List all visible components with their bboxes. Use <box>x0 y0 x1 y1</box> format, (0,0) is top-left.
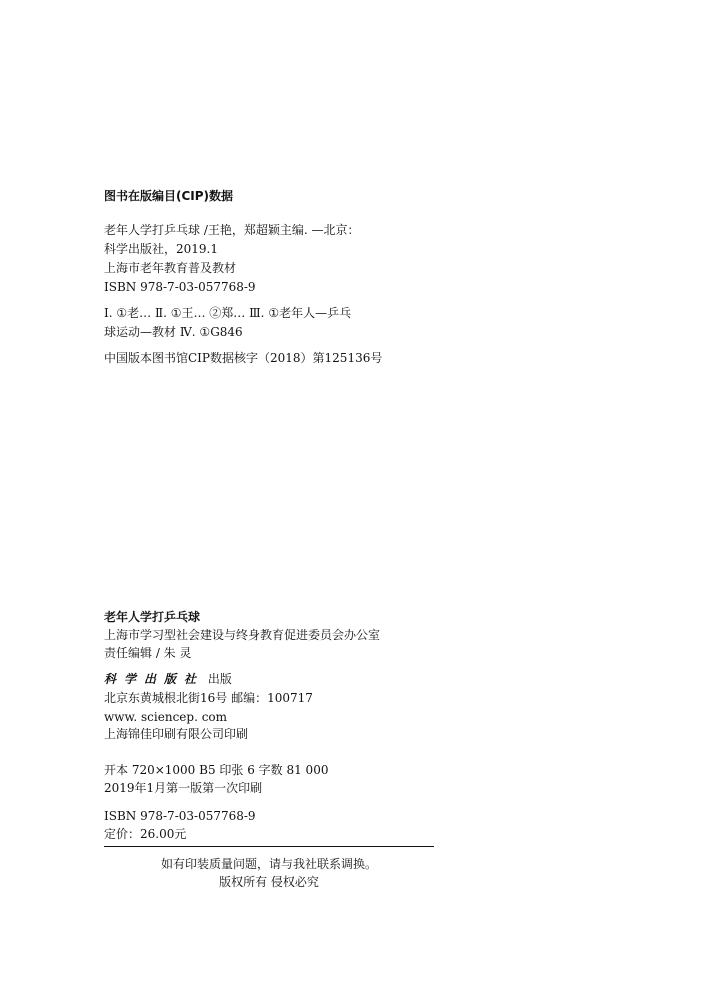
publisher-logo: 科学出版社 <box>104 672 205 686</box>
cip-line-2: 科学出版社，2019.1 <box>104 242 218 256</box>
publisher-address: 北京东黄城根北街16号 邮编：100717 <box>104 691 313 705</box>
cip-line-1: 老年人学打乒乓球 /王艳，郑超颖主编. —北京： <box>104 223 360 237</box>
quality-notice: 如有印装质量问题，请与我社联系调换。 <box>160 857 377 871</box>
cip-heading: 图书在版编目(CIP)数据 <box>104 189 234 203</box>
printer-name: 上海锦佳印刷有限公司印刷 <box>104 727 249 741</box>
copyright-notice: 版权所有 侵权必究 <box>219 875 319 889</box>
cip-line-4: ISBN 978-7-03-057768-9 <box>104 280 256 294</box>
format-edition: 2019年1月第一版第一次印刷 <box>104 781 263 795</box>
divider-rule <box>104 846 434 847</box>
isbn: ISBN 978-7-03-057768-9 <box>104 809 256 823</box>
cip-line-6: 球运动—教材 Ⅳ. ①G846 <box>104 325 243 339</box>
publisher-website: www. sciencep. com <box>104 710 228 724</box>
publisher-suffix: 出版 <box>207 672 232 686</box>
cip-line-3: 上海市老年教育普及教材 <box>104 261 237 275</box>
price: 定价：26.00元 <box>104 827 187 841</box>
book-title: 老年人学打乒乓球 <box>104 610 201 624</box>
book-editor: 责任编辑 / 朱 灵 <box>104 646 192 660</box>
format-size: 开本 720×1000 B5 印张 6 字数 81 000 <box>104 763 329 777</box>
publisher-line <box>104 671 232 687</box>
cip-line-5: Ⅰ. ①老… Ⅱ. ①王… ②郑… Ⅲ. ①老年人—乒乓 <box>104 306 352 320</box>
book-author: 上海市学习型社会建设与终身教育促进委员会办公室 <box>104 628 381 642</box>
cip-record-number: 中国版本图书馆CIP数据核字（2018）第125136号 <box>104 351 383 365</box>
